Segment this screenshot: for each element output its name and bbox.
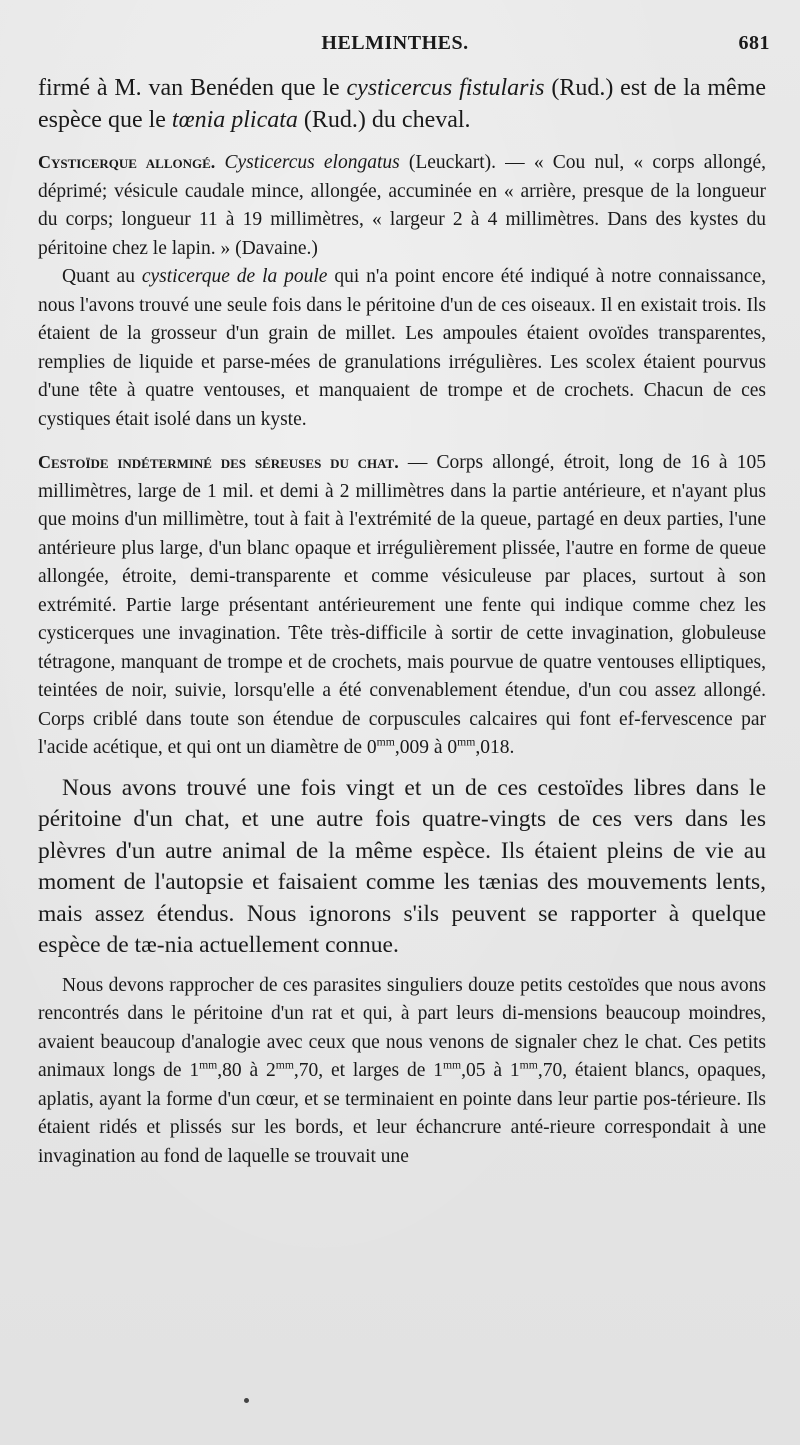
unit-superscript: mm	[442, 1058, 462, 1072]
ink-speck	[244, 1398, 249, 1403]
section-heading: Cysticerque allongé.	[38, 152, 216, 172]
text-run: ,70, étaient blancs, opaques, aplatis, ayant la forme d'un cœur, et se terminaient en pointe dans leur partie pos-térieure. Ils étaient ridés et plissés sur les bords, et leur échancrure anté-rieure correspondait à une invagination au fond de laquelle se trouvait une	[38, 1060, 767, 1167]
paragraph-vingt-cestoides: Nous avons trouvé une fois vingt et un de ces cestoïdes libres dans le péritoine d'un chat, et une autre fois quatre-vingts de ces vers dans les plèvres d'un autre animal de la même espèce. Ils étaient pleins de vie au moment de l'autopsie et faisaient comme les tænias des mouvements lents, mais assez étendus. Nous ignorons s'ils peuvent se rapporter à quelque espèce de tæ-nia actuellement connue.	[38, 774, 766, 958]
text-run: Quant au	[62, 266, 142, 287]
species-name: Cysticercus elongatus	[224, 152, 400, 173]
text-run: (Rud.) du cheval.	[297, 107, 471, 133]
paragraph-cysticerque-allonge	[38, 148, 766, 263]
species-name: cysticercus fistularis	[346, 75, 545, 101]
text-run: ,70, et larges de 1	[293, 1060, 443, 1081]
paragraph-rat	[38, 972, 766, 1172]
text-run: — Corps allongé, étroit, long de 16 à 105 millimètres, large de 1 mil. et demi à 2 millimètres dans la partie antérieure, et n'ayant plus que moins d'un millimètre, tout à fait à l'extrémité de la queue, partagé en deux parties, l'une antérieure plus large, d'un blanc opaque et irrégulièrement plissée, l'autre en forme de queue allongée, étroite, demi-transparente et comme vésiculeuse par places, surtout à son extrémité. Partie large présentant antérieurement une fente qui indique comme chez les cysticerques une invagination. Tête très-difficile à sortir de cette invagination, globuleuse tétragone, manquant de trompe et de crochets, mais pourvue de quatre ventouses elliptiques, teintées de noir, suivie, lorsqu'elle a été convenablement étendue, d'un cou assez allongé. Corps criblé dans toute son étendue de corpuscules calcaires qui font ef-fervescence par l'acide acétique, et qui ont un diamètre de 0	[38, 452, 766, 758]
spacer	[38, 434, 766, 448]
text-run: Nous devons rapprocher de ces parasites singuliers douze petits cestoïdes que nous avons rencontrés dans le péritoine d'un rat et qui, à part leurs di-mensions beaucoup moindres, avaient beaucoup d'analogie avec ceux que nous venons de signaler chez le chat. Ces petits animaux longs de 1	[38, 974, 766, 1081]
page-body	[38, 72, 766, 1171]
text-run: ,009 à 0	[394, 737, 458, 758]
paragraph-intro	[38, 72, 766, 136]
paragraph-cysticerque-poule	[38, 263, 766, 434]
running-title: HELMINTHES.	[321, 32, 469, 54]
unit-superscript: mm	[199, 1058, 218, 1072]
text-run: firmé à M. van Benéden que le	[38, 75, 347, 101]
species-name: tœnia plicata	[171, 107, 298, 133]
unit-superscript: mm	[519, 1058, 538, 1072]
spacer	[38, 763, 766, 773]
species-name: cysticerque de la poule	[141, 266, 328, 287]
unit-superscript: mm	[376, 735, 395, 749]
paragraph-cestoide-chat	[38, 448, 766, 763]
running-header	[20, 30, 770, 64]
spacer	[38, 962, 766, 972]
text-run: (Leuckart). — « Cou nul, « corps allongé, déprimé; vésicule caudale mince, allongée, accuminée en « arrière, presque de la longueur du corps; longueur 11 à 19 millimètres, « largeur 2 à 4 millimètres. Dans des kystes du péritoine chez le lapin. » (Davaine.)	[38, 152, 766, 259]
page-number: 681	[738, 32, 770, 54]
text-run: (Rud.) est de la même espèce que le	[38, 75, 767, 133]
text-run: qui n'a point encore été indiqué à notre connaissance, nous l'avons trouvé une seule fois dans le péritoine d'un de ces oiseaux. Il en existait trois. Ils étaient de la grosseur d'un grain de millet. Les ampoules étaient ovoïdes transparentes, remplies de liquide et parse-mées de granulations irrégulières. Les scolex étaient pourvus d'une tête à quatre ventouses, et manquaient de trompe et de crochets. Chacun de ces cystiques était isolé dans un kyste.	[38, 266, 766, 430]
section-heading: Cestoïde indéterminé des séreuses du chat.	[38, 452, 399, 472]
text-run: ,05 à 1	[461, 1060, 520, 1081]
unit-superscript: mm	[457, 735, 476, 749]
unit-superscript: mm	[275, 1058, 294, 1072]
text-run: ,018.	[475, 737, 515, 758]
text-run: ,80 à 2	[217, 1060, 276, 1081]
